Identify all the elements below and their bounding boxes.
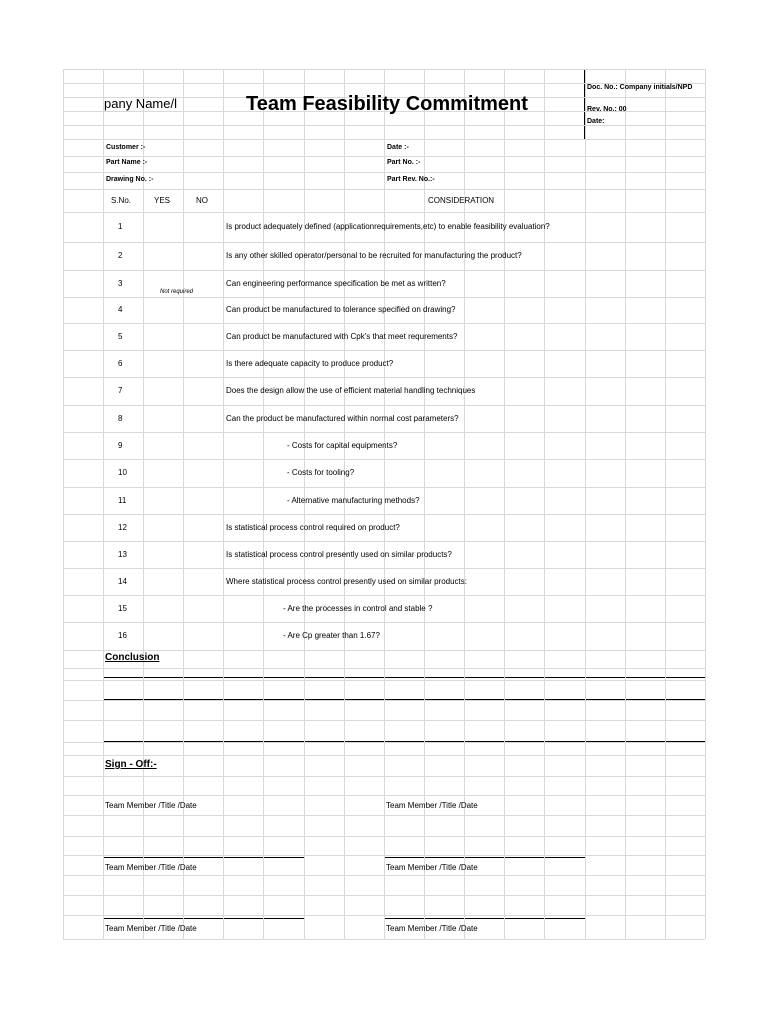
row-sno: 14 <box>118 576 127 586</box>
not-required-note: Not required <box>160 289 194 295</box>
row-consideration-text: Can engineering performance specification be met as written? <box>226 278 446 288</box>
page-title: Team Feasibility Commitment <box>246 93 528 115</box>
row-consideration-text: - Costs for tooling? <box>287 468 355 477</box>
part-no-field: Part No. :- <box>387 159 421 166</box>
part-name-field: Part Name :- <box>106 159 148 166</box>
drawing-no-field: Drawing No. :- <box>106 176 154 183</box>
row-consideration-text: - Alternative manufacturing methods? <box>287 495 420 505</box>
company-name: pany Name/l <box>104 96 177 111</box>
rev-number: Rev. No.: 00 <box>587 106 627 113</box>
row-sno: 10 <box>118 468 127 477</box>
row-sno: 2 <box>118 251 123 260</box>
row-sno: 15 <box>118 603 127 613</box>
doc-number: Doc. No.: Company initials/NPD <box>587 84 693 91</box>
row-consideration-text: - Costs for capital equipments? <box>287 440 398 450</box>
row-sno: 9 <box>118 440 123 450</box>
team-member-signature-label: Team Member /Title /Date <box>105 863 197 872</box>
date-field: Date :- <box>387 144 409 151</box>
customer-field: Customer :- <box>106 144 146 151</box>
row-consideration-text: - Are the processes in control and stable ? <box>283 603 433 613</box>
row-consideration-text: - Are Cp greater than 1.67? <box>283 631 380 640</box>
team-member-signature-label: Team Member /Title /Date <box>386 801 478 810</box>
row-sno: 13 <box>118 549 127 559</box>
row-sno: 3 <box>118 278 123 288</box>
col-consideration-header: CONSIDERATION <box>428 196 495 205</box>
row-consideration-text: Does the design allow the use of efficient material handling techniques <box>226 386 476 395</box>
row-sno: 7 <box>118 386 123 395</box>
part-rev-no-field: Part Rev. No.:- <box>387 176 435 183</box>
row-sno: 5 <box>118 331 123 341</box>
row-consideration-text: Is there adequate capacity to produce product? <box>226 358 394 368</box>
row-consideration-text: Is any other skilled operator/personal to be recruited for manufacturing the product? <box>226 251 522 260</box>
team-member-signature-label: Team Member /Title /Date <box>386 924 478 933</box>
col-sno-header: S.No. <box>111 196 132 205</box>
row-sno: 16 <box>118 631 127 640</box>
row-consideration-text: Can product be manufactured to tolerance specified on drawing? <box>226 305 456 314</box>
row-consideration-text: Is product adequately defined (applicationrequirements,etc) to enable feasibility evaluation? <box>226 222 550 231</box>
conclusion-label: Conclusion <box>105 652 160 663</box>
row-sno: 6 <box>118 358 123 368</box>
team-member-signature-label: Team Member /Title /Date <box>105 924 197 933</box>
row-consideration-text: Is statistical process control presently used on similar products? <box>226 549 452 559</box>
row-consideration-text: Where statistical process control presently used on similar products: <box>226 576 467 586</box>
row-consideration-text: Can the product be manufactured within normal cost parameters? <box>226 413 459 423</box>
gridline-h <box>63 939 705 940</box>
col-no-header: NO <box>196 196 208 205</box>
col-yes-header: YES <box>154 196 171 205</box>
team-member-signature-label: Team Member /Title /Date <box>105 801 197 810</box>
doc-date: Date: <box>587 118 605 125</box>
gridline-v <box>705 69 706 939</box>
signoff-label: Sign - Off:- <box>105 759 157 770</box>
row-sno: 12 <box>118 522 127 532</box>
row-consideration-text: Can product be manufactured with Cpk's that meet requrements? <box>226 331 458 341</box>
row-sno: 4 <box>118 305 123 314</box>
team-member-signature-label: Team Member /Title /Date <box>386 863 478 872</box>
row-sno: 8 <box>118 413 123 423</box>
row-consideration-text: Is statistical process control required on product? <box>226 522 400 532</box>
row-sno: 11 <box>118 495 127 505</box>
row-sno: 1 <box>118 222 123 231</box>
